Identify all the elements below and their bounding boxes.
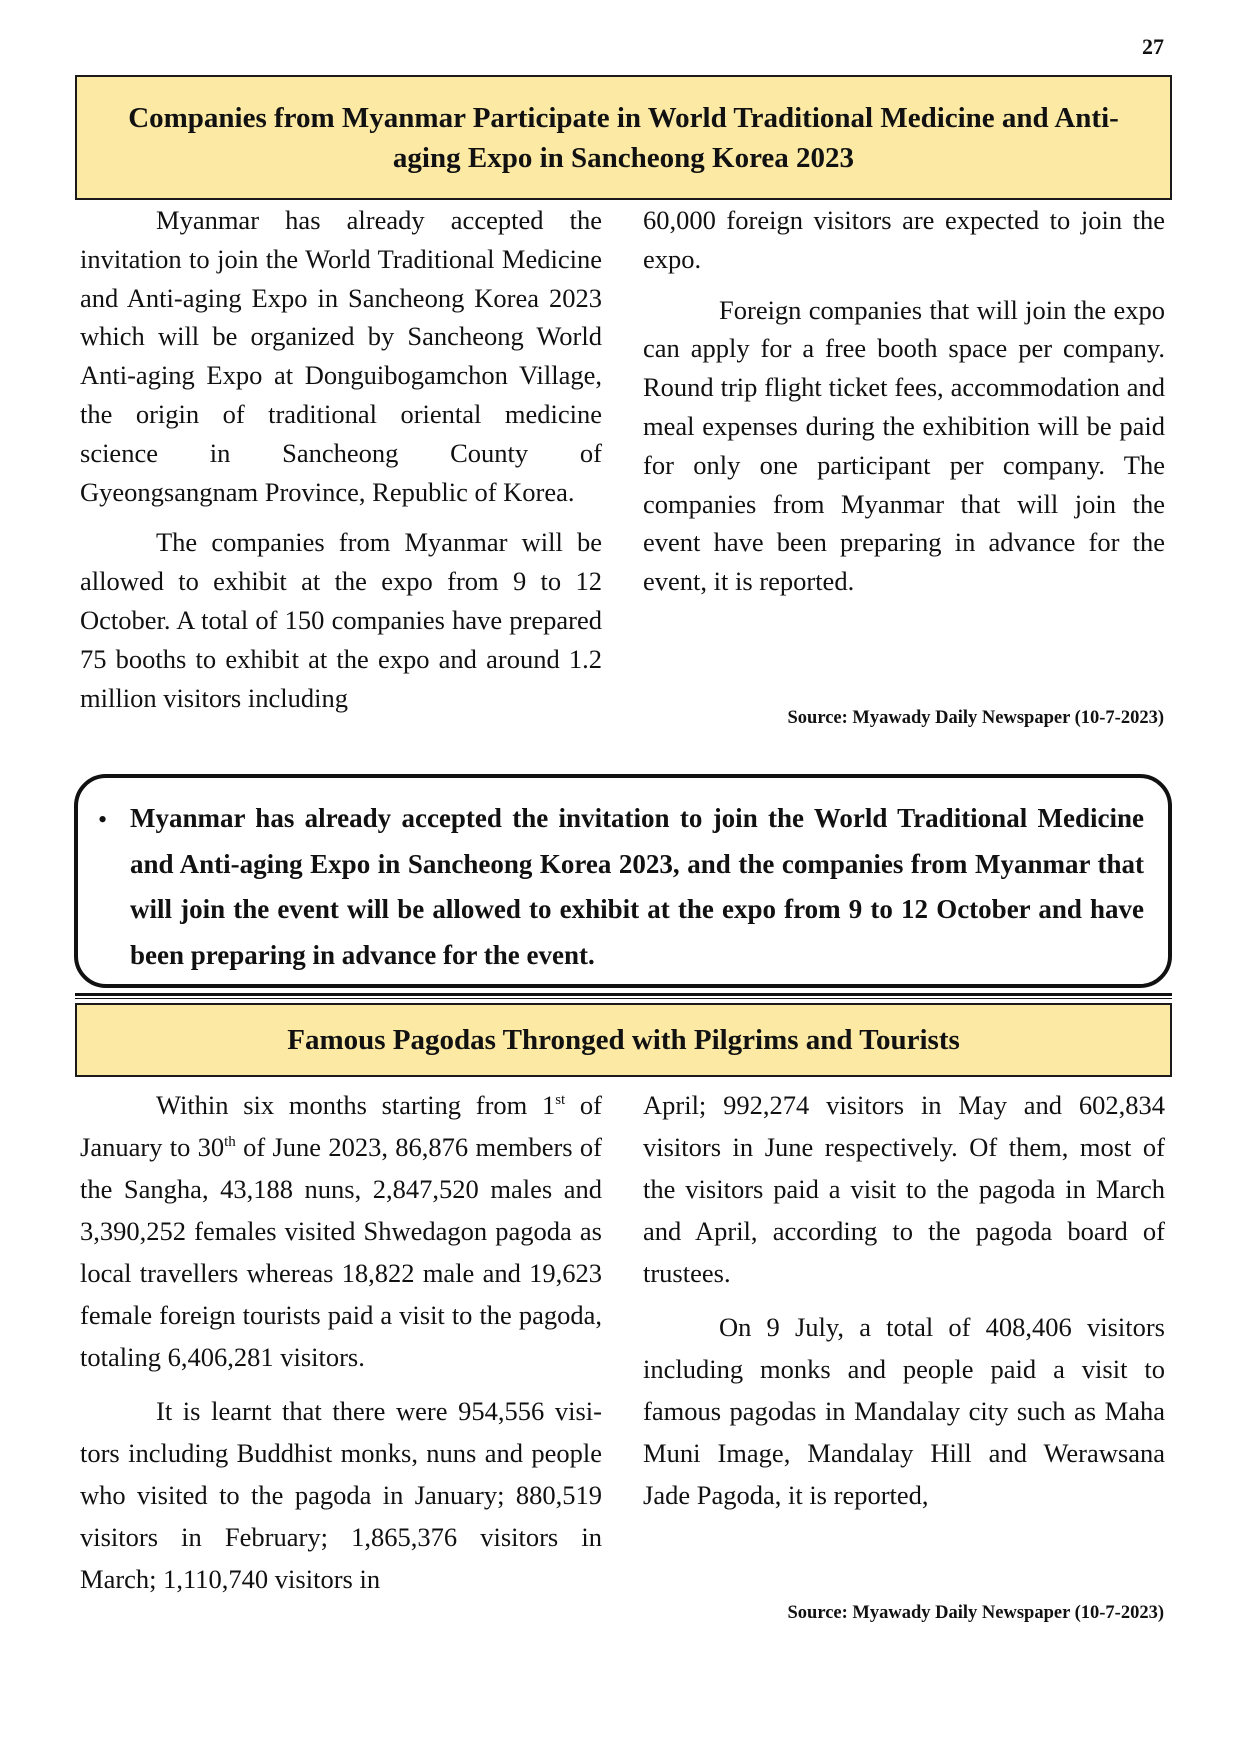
paragraph: April; 992,274 visitors in May and 602,834 visitors in June respectively. Of them, most of the visitors paid a visit to the pagoda in March and April, according to the pagoda board of trustees.: [643, 1090, 1165, 1288]
paragraph: [80, 1084, 602, 1378]
page-number: 27: [1142, 34, 1164, 59]
paragraph: The companies from Myanmar will be allowed to exhibit at the expo from 9 to 12 October. A total of 150 companies have prepared 75 booths to exhibit at the expo and around 1.2 million visitors including: [80, 527, 602, 713]
paragraph: 60,000 foreign visitors are expected to join the expo.: [643, 205, 1165, 274]
section-divider: [75, 993, 1172, 999]
bullet-icon: •: [98, 805, 108, 834]
paragraph: On 9 July, a total of 408,406 visitors including monks and people paid a visit to famous pagodas in Mandalay city such as Maha Muni Image, Mandalay Hill and Werawsana Jade Pagoda, it is reported,: [643, 1312, 1165, 1510]
superscript: th: [224, 1134, 236, 1151]
superscript: st: [555, 1092, 566, 1109]
text-run: Within six months starting from 1: [156, 1090, 556, 1120]
article-column-right: [643, 1084, 1165, 1528]
article-column-left: [80, 1084, 602, 1612]
text-run: of June 2023, 86,876 members of the Sangha, 43,188 nuns, 2,847,520 males and 3,390,252 females visited Shwedagon pagoda as local travellers whereas 18,822 male and 19,623 female foreign tourists paid a visit to the pagoda, totaling 6,406,281 visitors.: [80, 1132, 602, 1372]
source-credit: Source: Myawady Daily Newspaper (10-7-2023): [787, 708, 1164, 728]
source-credit: Source: Myawady Daily Newspaper (10-7-2023): [787, 1603, 1164, 1623]
text-run: of January to 30: [80, 1090, 602, 1162]
summary-box: [74, 774, 1172, 988]
article-column-left: [80, 201, 602, 729]
summary-text: Myanmar has already accepted the invitation to join the World Traditional Medicine and Anti-aging Expo in Sancheong Korea 2023, and the companies from Myanmar that will join the event will be allowed to exhibit at the expo from 9 to 12 October and have been preparing in advance for the event.: [130, 803, 1144, 970]
paragraph: Myanmar has already accepted the invitation to join the World Traditional Medicine and Anti-aging Expo in Sancheong Korea 2023 which will be organized by Sancheong World Anti-aging Expo at Donguibogamchon Village, the origin of traditional oriental medicine science in Sancheong County of Gyeongsangnam Province, Republic of Korea.: [80, 205, 602, 507]
article-column-right: [643, 201, 1165, 613]
article-title: Famous Pagodas Thronged with Pilgrims and Tourists: [75, 1003, 1172, 1077]
article-title: Companies from Myanmar Participate in World Traditional Medicine and Anti-aging Expo in Sancheong Korea 2023: [75, 75, 1172, 200]
paragraph: It is learnt that there were 954,556 visitors including Buddhist monks, nuns and people who visited to the pagoda in January; 880,519 visitors in February; 1,865,376 visitors in March; 1,110,740 visitors in: [80, 1396, 602, 1594]
paragraph: Foreign companies that will join the expo can apply for a free booth space per company. Round trip flight ticket fees, accommodation and meal expenses during the exhibition will be paid for only one participant per company. The companies from Myanmar that will join the event have been preparing in advance for the event, it is reported.: [643, 294, 1165, 597]
